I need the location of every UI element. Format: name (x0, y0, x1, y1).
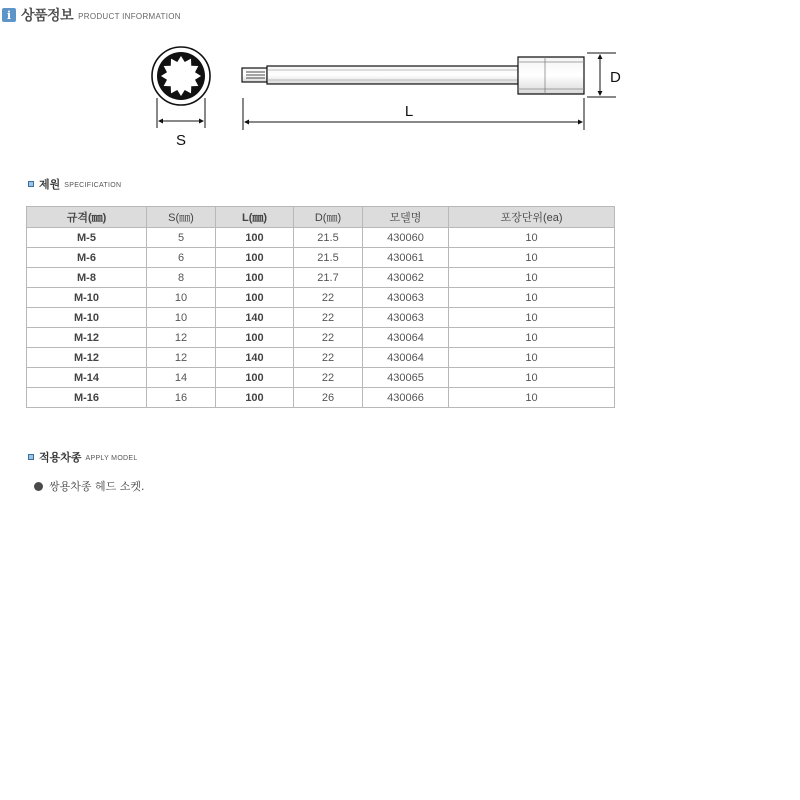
cell-l: 100 (216, 228, 294, 248)
cell-l: 100 (216, 368, 294, 388)
apply-title: 적용차종 (39, 451, 82, 464)
cell-l: 140 (216, 308, 294, 328)
product-info-title: 상품정보 (21, 8, 74, 24)
label-d: D (610, 69, 621, 86)
cell-pack: 10 (449, 248, 615, 268)
table-row (27, 248, 615, 268)
cell-model: 430063 (363, 308, 449, 328)
cell-s: 12 (147, 348, 216, 368)
spec-table (26, 206, 615, 408)
socket-dimension-diagram (0, 0, 800, 160)
cell-pack: 10 (449, 288, 615, 308)
info-icon: i (2, 8, 16, 22)
cell-model: 430063 (363, 288, 449, 308)
cell-d: 22 (294, 288, 363, 308)
col-header-size: 규격(㎜) (27, 207, 147, 228)
cell-size: M-12 (27, 348, 147, 368)
cell-d: 21.7 (294, 268, 363, 288)
cell-s: 12 (147, 328, 216, 348)
cell-d: 22 (294, 308, 363, 328)
cell-pack: 10 (449, 228, 615, 248)
col-header-s: S(㎜) (147, 207, 216, 228)
apply-model-item (34, 478, 145, 494)
cell-s: 5 (147, 228, 216, 248)
cell-size: M-8 (27, 268, 147, 288)
cell-l: 100 (216, 288, 294, 308)
cell-l: 100 (216, 248, 294, 268)
cell-size: M-10 (27, 288, 147, 308)
apply-subtitle: APPLY MODEL (85, 454, 138, 462)
cell-size: M-16 (27, 388, 147, 408)
cell-size: M-10 (27, 308, 147, 328)
apply-model-text: 쌍용차종 헤드 소켓. (49, 480, 145, 493)
spec-subtitle: SPECIFICATION (64, 181, 122, 189)
cell-s: 10 (147, 288, 216, 308)
cell-size: M-6 (27, 248, 147, 268)
cell-pack: 10 (449, 368, 615, 388)
cell-d: 22 (294, 328, 363, 348)
cell-size: M-12 (27, 328, 147, 348)
col-header-l: L(㎜) (216, 207, 294, 228)
table-row (27, 308, 615, 328)
cell-size: M-5 (27, 228, 147, 248)
cell-pack: 10 (449, 308, 615, 328)
table-row (27, 268, 615, 288)
spec-header-row (27, 207, 615, 228)
cell-l: 140 (216, 348, 294, 368)
cell-l: 100 (216, 328, 294, 348)
cell-model: 430061 (363, 248, 449, 268)
cell-l: 100 (216, 268, 294, 288)
cell-s: 10 (147, 308, 216, 328)
table-row (27, 328, 615, 348)
cell-d: 22 (294, 348, 363, 368)
table-row (27, 348, 615, 368)
cell-model: 430062 (363, 268, 449, 288)
col-header-pack: 포장단위(ea) (449, 207, 615, 228)
label-s: S (175, 132, 187, 149)
spec-title: 제원 (39, 178, 61, 191)
cell-d: 22 (294, 368, 363, 388)
table-row (27, 388, 615, 408)
cell-s: 8 (147, 268, 216, 288)
table-row (27, 228, 615, 248)
socket-end-view (152, 47, 210, 105)
cell-s: 14 (147, 368, 216, 388)
cell-pack: 10 (449, 348, 615, 368)
cell-size: M-14 (27, 368, 147, 388)
cell-model: 430066 (363, 388, 449, 408)
cell-model: 430064 (363, 348, 449, 368)
bullet-dot-icon (34, 482, 43, 491)
cell-s: 6 (147, 248, 216, 268)
cell-pack: 10 (449, 328, 615, 348)
spec-section-header (28, 176, 121, 192)
product-info-subtitle: PRODUCT INFORMATION (78, 12, 181, 21)
table-row (27, 288, 615, 308)
square-bullet-icon (28, 181, 34, 187)
col-header-d: D(㎜) (294, 207, 363, 228)
label-l: L (404, 103, 414, 120)
apply-section-header (28, 449, 138, 465)
col-header-model: 모델명 (363, 207, 449, 228)
square-bullet-icon (28, 454, 34, 460)
cell-model: 430065 (363, 368, 449, 388)
cell-s: 16 (147, 388, 216, 408)
dimension-l (243, 98, 584, 130)
cell-d: 21.5 (294, 228, 363, 248)
cell-pack: 10 (449, 268, 615, 288)
cell-l: 100 (216, 388, 294, 408)
socket-side-view (242, 57, 584, 94)
cell-model: 430064 (363, 328, 449, 348)
cell-pack: 10 (449, 388, 615, 408)
cell-d: 26 (294, 388, 363, 408)
table-row (27, 368, 615, 388)
cell-d: 21.5 (294, 248, 363, 268)
cell-model: 430060 (363, 228, 449, 248)
